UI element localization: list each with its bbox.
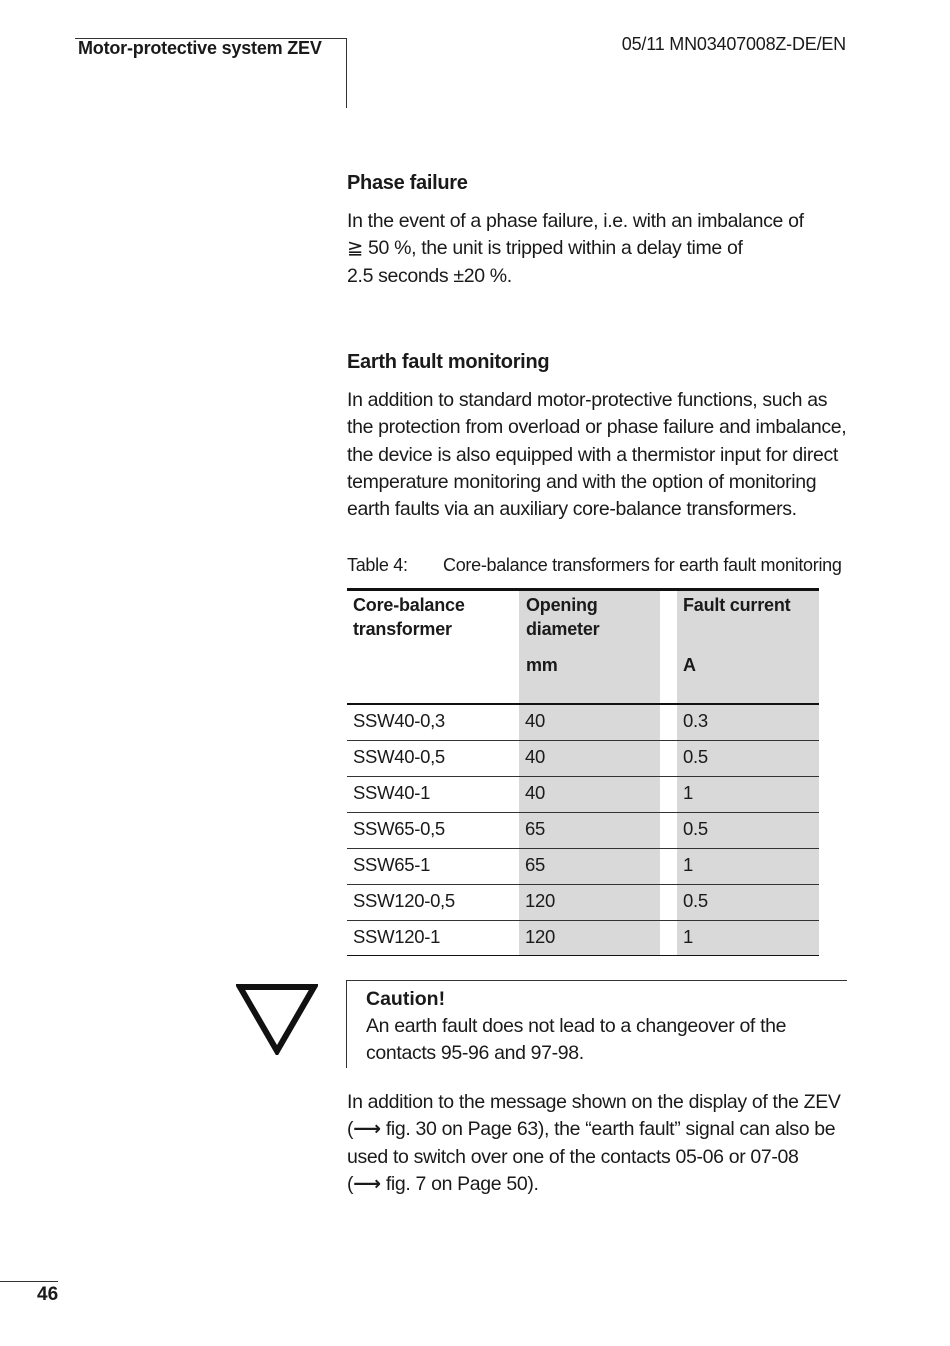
phase-failure-paragraph: [347, 208, 857, 290]
caution-line: contacts 95-96 and 97-98.: [366, 1042, 584, 1064]
page-number: 46: [37, 1284, 59, 1305]
paragraph-line: In the event of a phase failure, i.e. with an imbalance of: [347, 210, 804, 232]
table-header-opening-diameter: [526, 593, 599, 641]
header-text: Opening: [526, 595, 598, 615]
cross-reference-arrow-icon: ⟶: [353, 1118, 381, 1141]
table-row: [347, 741, 819, 777]
table-caption: [347, 555, 842, 576]
cell-fault-current: 0.5: [683, 746, 708, 767]
cell-transformer: SSW65-0,5: [353, 818, 445, 839]
paragraph-line: 2.5 seconds ±20 %.: [347, 264, 512, 287]
table-bottom-rule: [347, 955, 819, 956]
earth-fault-heading: Earth fault monitoring: [347, 351, 550, 373]
figure-reference-link[interactable]: fig. 7 on Page 50).: [380, 1172, 539, 1195]
closing-paragraph: [347, 1089, 867, 1198]
core-balance-table: [347, 588, 819, 956]
paragraph-line: the protection from overload or phase failure and imbalance,: [347, 416, 847, 439]
cell-fault-current: 0.3: [683, 710, 708, 731]
figure-reference-link[interactable]: fig. 30 on Page 63), the “earth fault” signal can also be: [380, 1118, 836, 1141]
cell-transformer: SSW40-1: [353, 782, 431, 803]
earth-fault-paragraph: [347, 387, 857, 523]
header-divider: [346, 38, 347, 108]
table-header-unit-mm: mm: [526, 655, 558, 675]
paragraph-line: ≧ 50 %, the unit is tripped within a delay time of: [347, 237, 743, 260]
caution-title: Caution!: [366, 988, 446, 1010]
cell-transformer: SSW120-1: [353, 926, 441, 947]
phase-failure-section: [347, 172, 857, 290]
paragraph-line: earth faults via an auxiliary core-balance transformers.: [347, 498, 797, 521]
cell-fault-current: 0.5: [683, 890, 708, 911]
warning-triangle-icon: [236, 983, 318, 1060]
table-row: [347, 813, 819, 849]
cell-opening-diameter: 120: [525, 926, 555, 947]
table-row: [347, 885, 819, 921]
table-row: [347, 849, 819, 885]
paragraph-line: In addition to standard motor-protective functions, such as: [347, 389, 828, 411]
caution-line: An earth fault does not lead to a changeover of the: [366, 1015, 787, 1037]
paragraph-line: In addition to the message shown on the display of the ZEV: [347, 1091, 841, 1113]
running-header-title: Motor-protective system ZEV: [78, 38, 322, 58]
closing-section: [347, 1089, 867, 1198]
table-caption-number: Table 4:: [347, 555, 408, 575]
table-header-unit-a: A: [683, 655, 696, 675]
cell-opening-diameter: 40: [525, 782, 545, 803]
cell-opening-diameter: 65: [525, 854, 545, 875]
cell-fault-current: 1: [683, 782, 693, 803]
header-text: diameter: [526, 619, 600, 639]
paragraph-line: the device is also equipped with a thermistor input for direct: [347, 443, 838, 466]
header-text: transformer: [353, 619, 452, 639]
caution-left-rule: [346, 980, 347, 1068]
table-row: [347, 705, 819, 741]
cell-fault-current: 1: [683, 854, 693, 875]
table-caption-text: Core-balance transformers for earth fault monitoring: [443, 555, 842, 575]
table-header-fault-current: Fault current: [683, 595, 791, 615]
paragraph-line: temperature monitoring and with the option of monitoring: [347, 470, 817, 493]
cell-fault-current: 0.5: [683, 818, 708, 839]
phase-failure-heading: Phase failure: [347, 172, 468, 194]
cell-transformer: SSW40-0,3: [353, 710, 445, 731]
cell-opening-diameter: 40: [525, 710, 545, 731]
earth-fault-section: [347, 351, 857, 523]
paragraph-line: used to switch over one of the contacts 05-06 or 07-08: [347, 1145, 799, 1168]
cell-opening-diameter: 65: [525, 818, 545, 839]
paragraph-line: (: [347, 1118, 354, 1141]
cell-opening-diameter: 120: [525, 890, 555, 911]
cell-transformer: SSW40-0,5: [353, 746, 445, 767]
footer-rule: [0, 1281, 58, 1282]
caution-text: [366, 1013, 846, 1067]
caution-box: [366, 986, 846, 1067]
document-reference: 05/11 MN03407008Z-DE/EN: [621, 34, 846, 54]
cell-transformer: SSW120-0,5: [353, 890, 455, 911]
cell-transformer: SSW65-1: [353, 854, 431, 875]
cell-fault-current: 1: [683, 926, 693, 947]
table-row: [347, 777, 819, 813]
cell-opening-diameter: 40: [525, 746, 545, 767]
caution-top-rule: [346, 980, 847, 981]
table-row: [347, 921, 819, 957]
paragraph-line: (: [347, 1172, 354, 1195]
header-text: Core-balance: [353, 595, 465, 615]
cross-reference-arrow-icon: ⟶: [353, 1172, 381, 1195]
table-header-transformer: [353, 593, 465, 641]
